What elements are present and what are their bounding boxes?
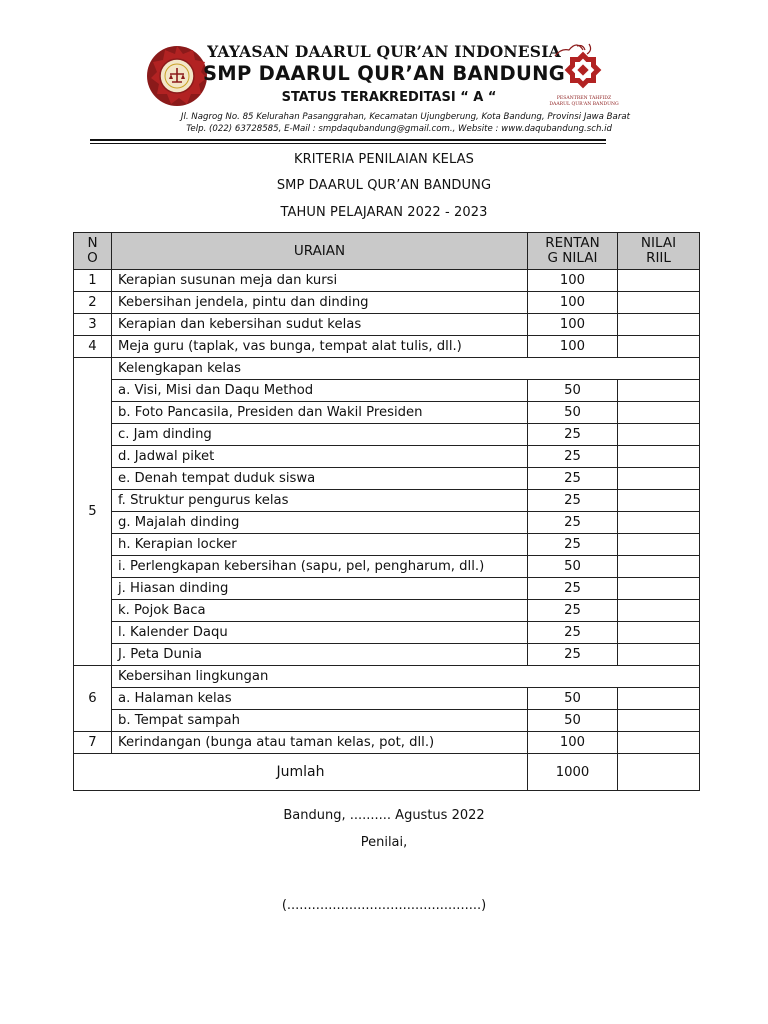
emblem-caption-1: PESANTREN TAHFIDZ xyxy=(556,96,612,101)
actual-score-cell[interactable] xyxy=(618,314,700,336)
row-number: 5 xyxy=(74,358,112,666)
table-row xyxy=(74,732,700,754)
header-no: N O xyxy=(74,233,112,270)
pesantren-star-emblem-icon xyxy=(537,40,632,115)
row-number: 1 xyxy=(74,270,112,292)
actual-score-cell[interactable] xyxy=(618,512,700,534)
range-value: 25 xyxy=(528,644,618,666)
table-row xyxy=(74,710,700,732)
table-row xyxy=(74,688,700,710)
range-value: 100 xyxy=(528,270,618,292)
total-row xyxy=(74,754,700,791)
actual-score-cell[interactable] xyxy=(618,644,700,666)
document-subtitle: SMP DAARUL QUR’AN BANDUNG xyxy=(276,178,492,193)
actual-score-cell[interactable] xyxy=(618,336,700,358)
actual-score-cell[interactable] xyxy=(618,732,700,754)
table-row xyxy=(74,600,700,622)
group-heading-row xyxy=(74,666,700,688)
actual-score-cell[interactable] xyxy=(618,688,700,710)
actual-score-cell[interactable] xyxy=(618,490,700,512)
criterion-text: i. Perlengkapan kebersihan (sapu, pel, pengharum, dll.) xyxy=(112,556,528,578)
table-row xyxy=(74,644,700,666)
row-number: 2 xyxy=(74,292,112,314)
criterion-text: Kerapian dan kebersihan sudut kelas xyxy=(112,314,528,336)
range-value: 100 xyxy=(528,732,618,754)
actual-score-cell[interactable] xyxy=(618,402,700,424)
row-number: 6 xyxy=(74,666,112,732)
actual-score-cell[interactable] xyxy=(618,578,700,600)
row-number: 3 xyxy=(74,314,112,336)
assessor-role: Penilai, xyxy=(360,835,408,850)
range-value: 25 xyxy=(528,534,618,556)
criterion-text: l. Kalender Daqu xyxy=(112,622,528,644)
criterion-text: a. Halaman kelas xyxy=(112,688,528,710)
academic-year: TAHUN PELAJARAN 2022 - 2023 xyxy=(280,205,488,220)
table-row xyxy=(74,556,700,578)
table-row xyxy=(74,534,700,556)
group-heading: Kelengkapan kelas xyxy=(112,358,700,380)
table-header-row xyxy=(74,233,700,270)
total-range-value: 1000 xyxy=(528,754,618,791)
table-row xyxy=(74,490,700,512)
school-name: SMP DAARUL QUR’AN BANDUNG xyxy=(202,62,566,85)
total-actual-score-cell[interactable] xyxy=(618,754,700,791)
foundation-name: YAYASAN DAARUL QUR’AN INDONESIA xyxy=(207,42,561,61)
range-value: 50 xyxy=(528,688,618,710)
range-value: 25 xyxy=(528,446,618,468)
table-row xyxy=(74,468,700,490)
table-row xyxy=(74,336,700,358)
actual-score-cell[interactable] xyxy=(618,710,700,732)
criterion-text: h. Kerapian locker xyxy=(112,534,528,556)
criterion-text: k. Pojok Baca xyxy=(112,600,528,622)
criterion-text: c. Jam dinding xyxy=(112,424,528,446)
criterion-text: j. Hiasan dinding xyxy=(112,578,528,600)
group-heading: Kebersihan lingkungan xyxy=(112,666,700,688)
table-row xyxy=(74,402,700,424)
row-number: 7 xyxy=(74,732,112,754)
table-row xyxy=(74,380,700,402)
actual-score-cell[interactable] xyxy=(618,292,700,314)
criterion-text: b. Tempat sampah xyxy=(112,710,528,732)
document-title: KRITERIA PENILAIAN KELAS xyxy=(294,152,474,167)
range-value: 25 xyxy=(528,578,618,600)
range-value: 25 xyxy=(528,424,618,446)
criterion-text: g. Majalah dinding xyxy=(112,512,528,534)
total-label: Jumlah xyxy=(74,754,528,791)
range-value: 100 xyxy=(528,336,618,358)
actual-score-cell[interactable] xyxy=(618,468,700,490)
criterion-text: f. Struktur pengurus kelas xyxy=(112,490,528,512)
table-row xyxy=(74,512,700,534)
header-uraian: URAIAN xyxy=(112,233,528,270)
actual-score-cell[interactable] xyxy=(618,556,700,578)
actual-score-cell[interactable] xyxy=(618,446,700,468)
table-row xyxy=(74,424,700,446)
actual-score-cell[interactable] xyxy=(618,600,700,622)
row-number: 4 xyxy=(74,336,112,358)
criteria-table xyxy=(73,232,700,791)
actual-score-cell[interactable] xyxy=(618,534,700,556)
table-row xyxy=(74,622,700,644)
table-row xyxy=(74,292,700,314)
header-divider xyxy=(90,139,606,141)
criterion-text: Meja guru (taplak, vas bunga, tempat alat tulis, dll.) xyxy=(112,336,528,358)
actual-score-cell[interactable] xyxy=(618,380,700,402)
signature-line: (...............................................) xyxy=(281,898,487,913)
range-value: 25 xyxy=(528,468,618,490)
table-row xyxy=(74,578,700,600)
range-value: 50 xyxy=(528,710,618,732)
range-value: 25 xyxy=(528,600,618,622)
criterion-text: J. Peta Dunia xyxy=(112,644,528,666)
range-value: 100 xyxy=(528,292,618,314)
address-line: Jl. Nagrog No. 85 Kelurahan Pasanggrahan, Kecamatan Ujungberung, Kota Bandung, Provinsi Jawa Barat xyxy=(180,112,630,122)
range-value: 50 xyxy=(528,402,618,424)
header-rentang-nilai: RENTAN G NILAI xyxy=(528,233,618,270)
range-value: 25 xyxy=(528,512,618,534)
range-value: 50 xyxy=(528,380,618,402)
criterion-text: Kebersihan jendela, pintu dan dinding xyxy=(112,292,528,314)
range-value: 25 xyxy=(528,490,618,512)
table-row xyxy=(74,270,700,292)
emblem-caption-2: DAARUL QUR'AN BANDUNG xyxy=(549,102,619,107)
range-value: 50 xyxy=(528,556,618,578)
accreditation-status: STATUS TERAKREDITASI “ A “ xyxy=(281,90,497,105)
criterion-text: d. Jadwal piket xyxy=(112,446,528,468)
criterion-text: Kerindangan (bunga atau taman kelas, pot, dll.) xyxy=(112,732,528,754)
criterion-text: e. Denah tempat duduk siswa xyxy=(112,468,528,490)
range-value: 100 xyxy=(528,314,618,336)
criterion-text: Kerapian susunan meja dan kursi xyxy=(112,270,528,292)
table-row xyxy=(74,446,700,468)
contact-line: Telp. (022) 63728585, E-Mail : smpdaqubandung@gmail.com., Website : www.daqubandung.sch.id xyxy=(186,124,612,134)
actual-score-cell[interactable] xyxy=(618,424,700,446)
place-date: Bandung, .......... Agustus 2022 xyxy=(283,808,485,823)
header-nilai-riil: NILAI RIIL xyxy=(618,233,700,270)
actual-score-cell[interactable] xyxy=(618,270,700,292)
table-row xyxy=(74,314,700,336)
group-heading-row xyxy=(74,358,700,380)
criterion-text: b. Foto Pancasila, Presiden dan Wakil Presiden xyxy=(112,402,528,424)
range-value: 25 xyxy=(528,622,618,644)
actual-score-cell[interactable] xyxy=(618,622,700,644)
criterion-text: a. Visi, Misi dan Daqu Method xyxy=(112,380,528,402)
header-divider-thin xyxy=(90,143,606,144)
